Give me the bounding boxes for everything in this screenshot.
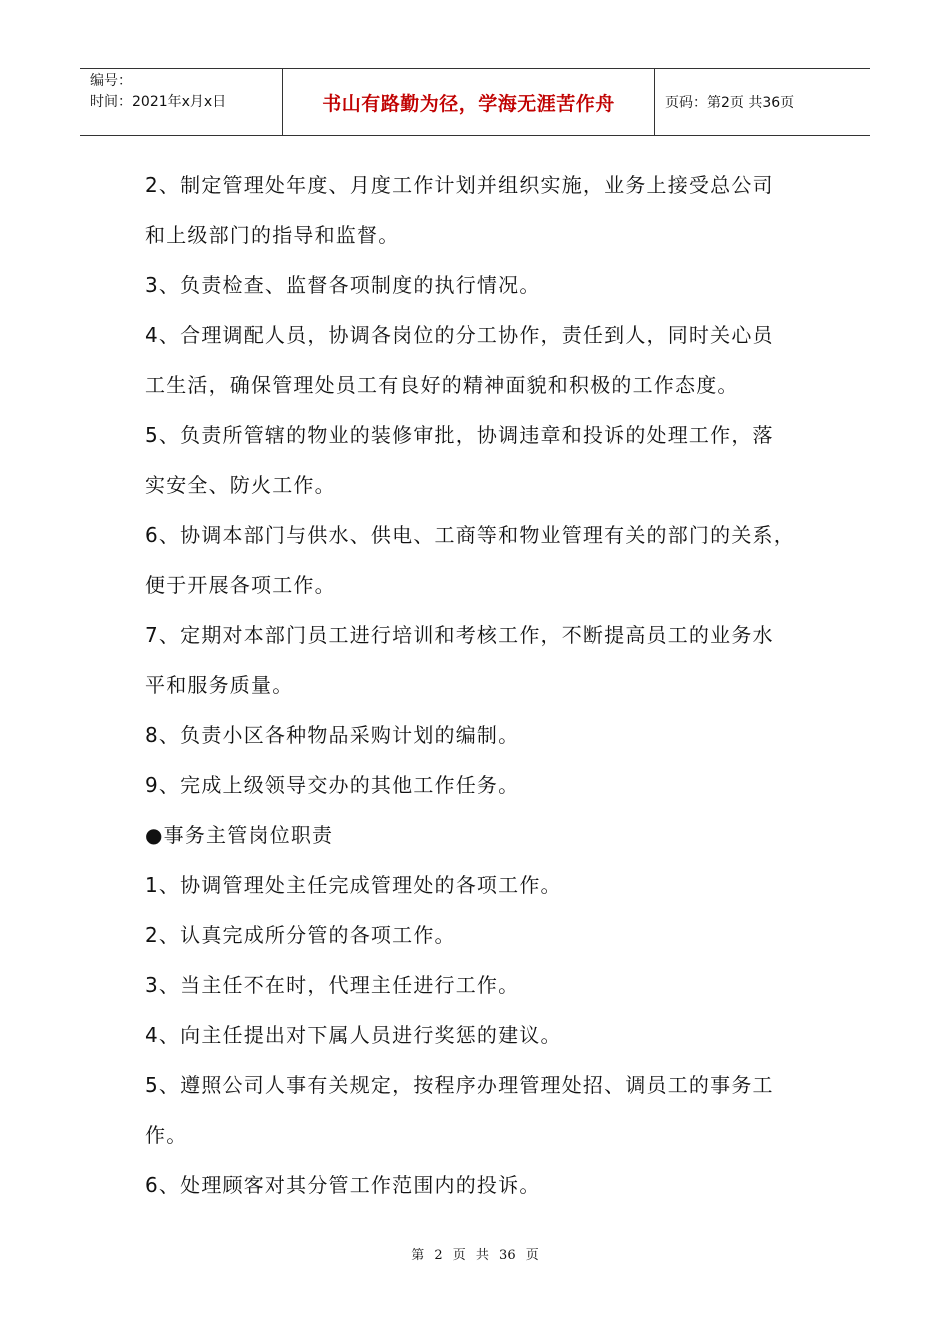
header-motto-cell <box>282 69 655 135</box>
header-page-cell <box>655 69 870 135</box>
page-footer: 第 2 页 共 36 页 <box>411 1248 539 1263</box>
body-line: 作。 <box>145 1123 188 1147</box>
body-line: 2、认真完成所分管的各项工作。 <box>145 923 456 947</box>
body-line: 4、向主任提出对下属人员进行奖惩的建议。 <box>145 1023 562 1047</box>
body-line: 3、当主任不在时，代理主任进行工作。 <box>145 973 520 997</box>
number-label: 编号： <box>90 73 132 89</box>
body-line: 9、完成上级领导交办的其他工作任务。 <box>145 773 520 797</box>
section-heading: ●事务主管岗位职责 <box>145 823 334 847</box>
body-line: 工生活，确保管理处员工有良好的精神面貌和积极的工作态度。 <box>145 373 739 397</box>
body-line: 和上级部门的指导和监督。 <box>145 223 400 247</box>
motto-text: 书山有路勤为径，学海无涯苦作舟 <box>322 92 615 115</box>
body-line: 6、处理顾客对其分管工作范围内的投诉。 <box>145 1173 541 1197</box>
time-label: 时间：2021年x月x日 <box>90 94 227 110</box>
page-label: 页码：第2页 共36页 <box>665 95 795 111</box>
body-line: 平和服务质量。 <box>145 673 294 697</box>
document-body <box>145 160 825 1210</box>
body-line: 2、制定管理处年度、月度工作计划并组织实施，业务上接受总公司 <box>145 173 774 197</box>
body-line: 6、协调本部门与供水、供电、工商等和物业管理有关的部门的关系， <box>145 523 795 547</box>
body-line: 实安全、防火工作。 <box>145 473 336 497</box>
body-line: 3、负责检查、监督各项制度的执行情况。 <box>145 273 541 297</box>
body-line: 5、遵照公司人事有关规定，按程序办理管理处招、调员工的事务工 <box>145 1073 774 1097</box>
document-header <box>80 68 870 136</box>
body-line: 7、定期对本部门员工进行培训和考核工作，不断提高员工的业务水 <box>145 623 774 647</box>
header-left-cell <box>80 69 282 135</box>
body-line: 1、协调管理处主任完成管理处的各项工作。 <box>145 873 562 897</box>
body-line: 便于开展各项工作。 <box>145 573 336 597</box>
body-line: 4、合理调配人员，协调各岗位的分工协作，责任到人，同时关心员 <box>145 323 774 347</box>
body-line: 5、负责所管辖的物业的装修审批，协调违章和投诉的处理工作，落 <box>145 423 774 447</box>
body-line: 8、负责小区各种物品采购计划的编制。 <box>145 723 520 747</box>
